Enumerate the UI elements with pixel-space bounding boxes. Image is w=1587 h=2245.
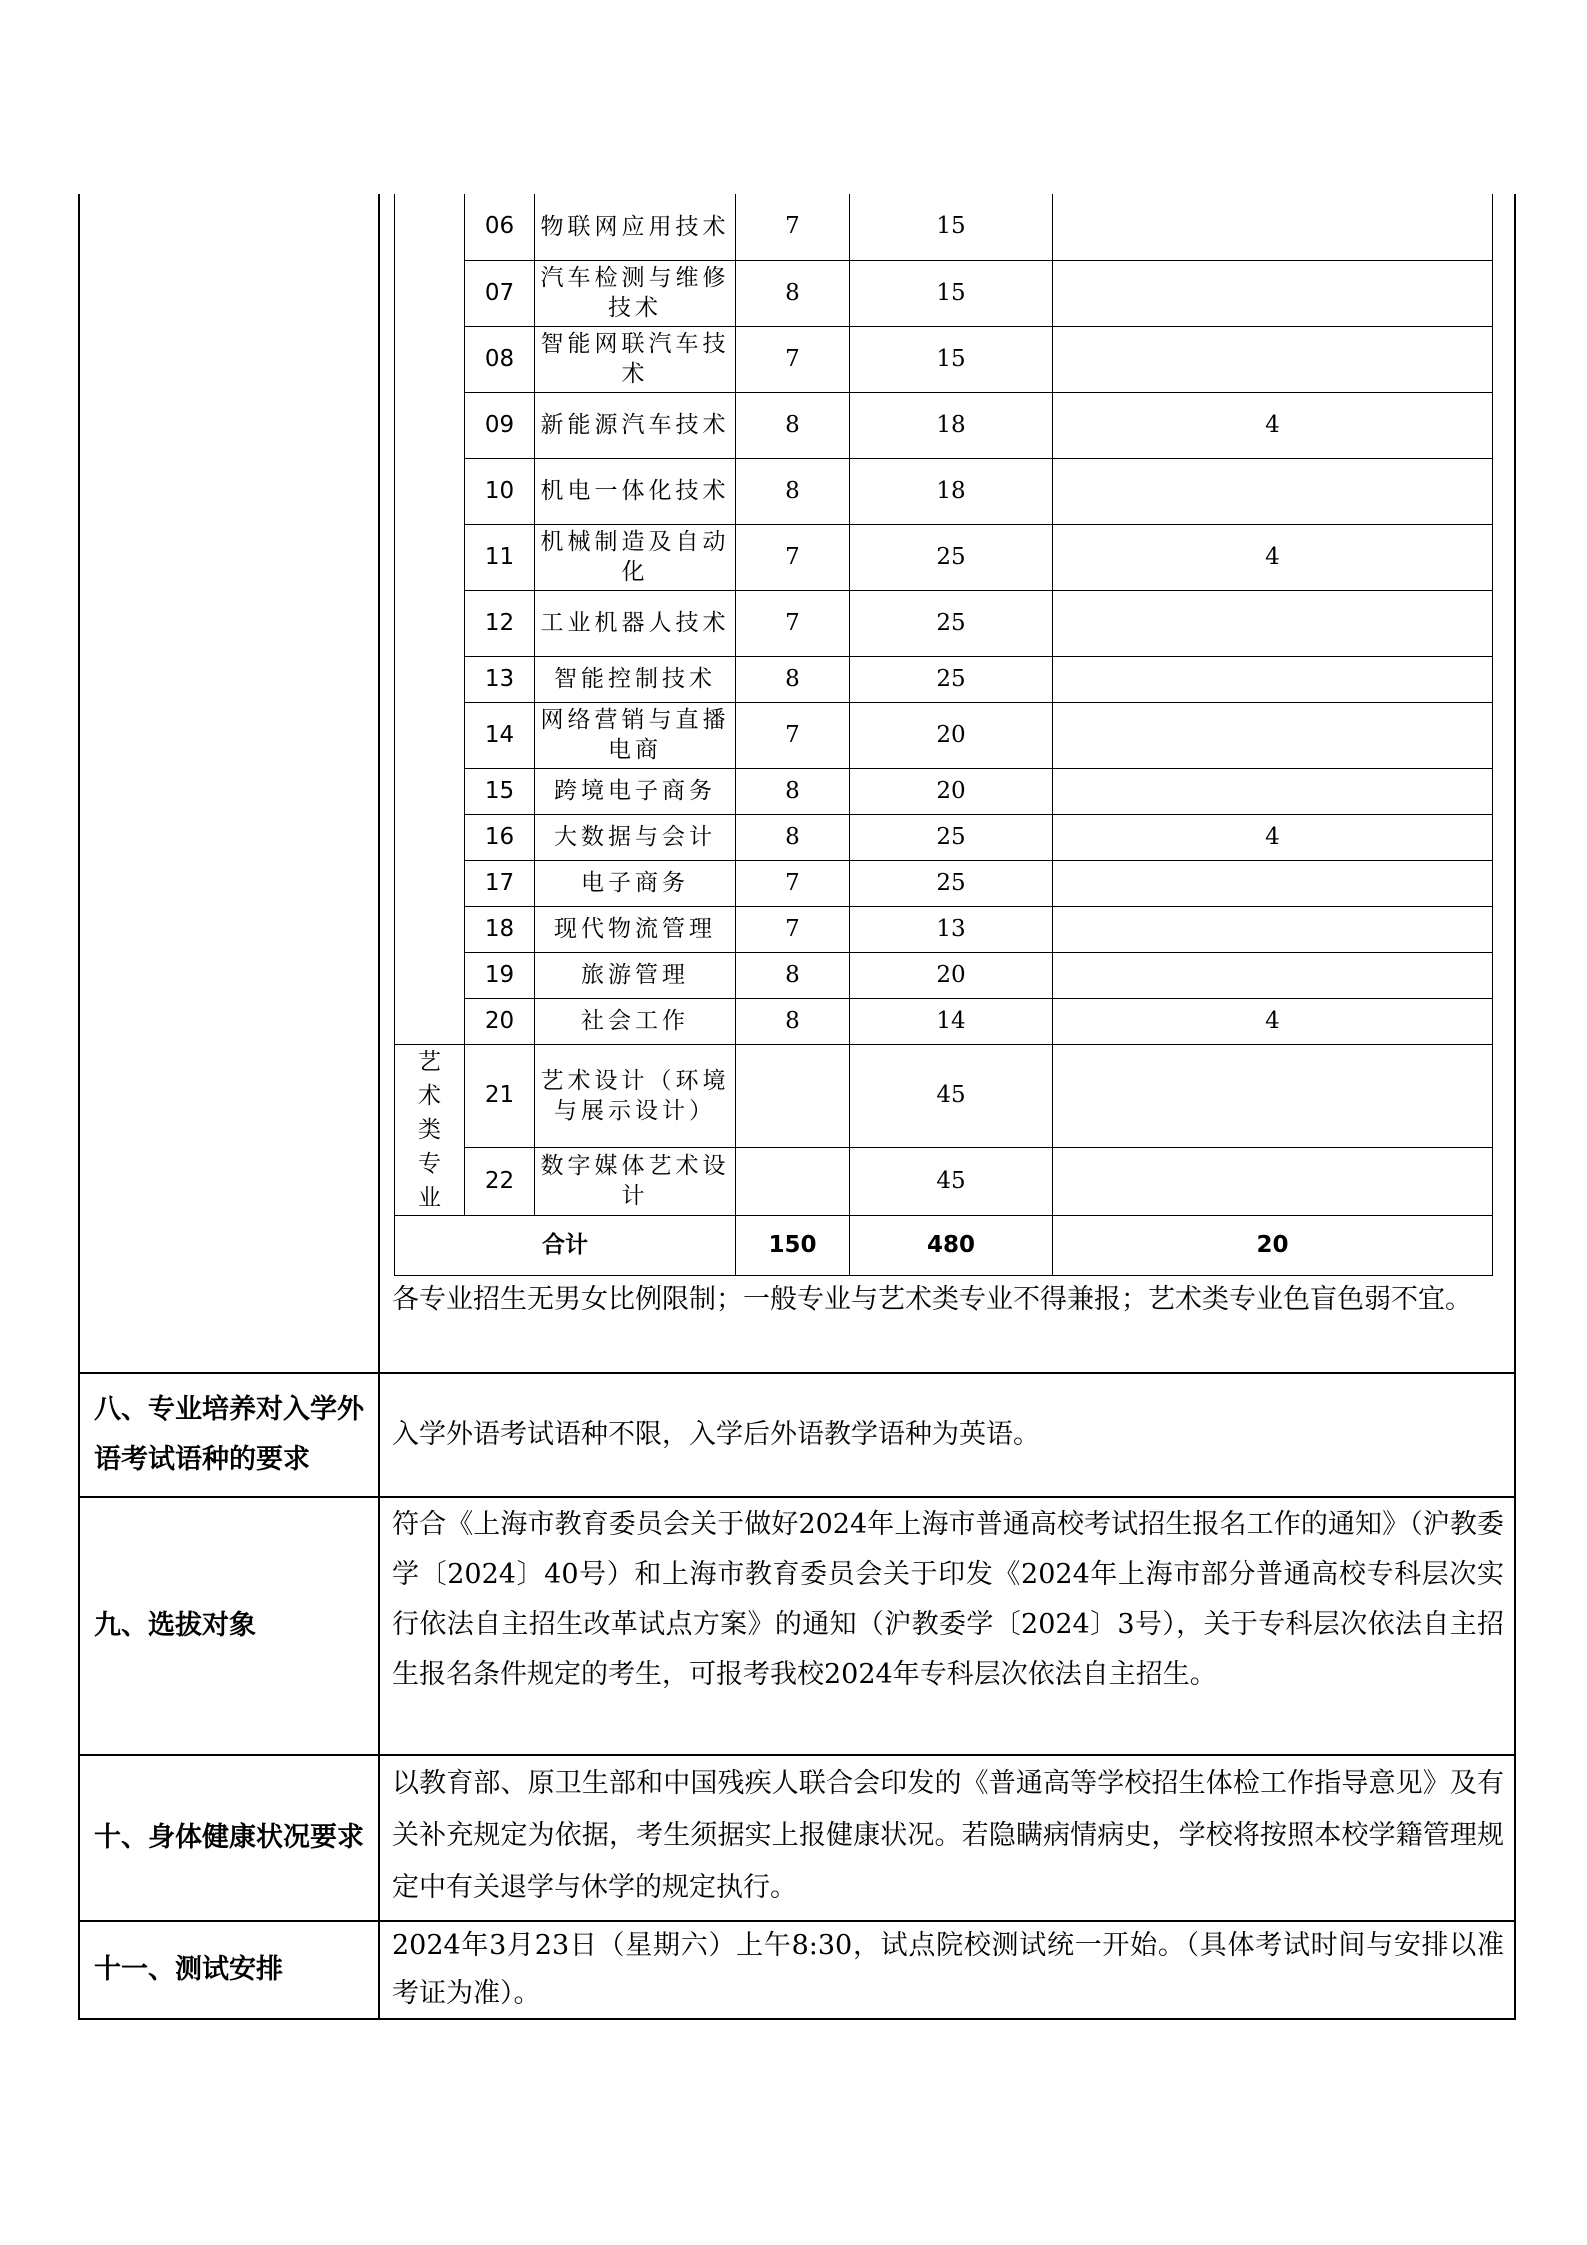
table-row [395, 952, 1493, 998]
plan-value: 20 [850, 952, 1053, 998]
plan-value: 20 [850, 768, 1053, 814]
specialty-code: 20 [465, 998, 535, 1044]
specialty-name: 社会工作 [535, 998, 736, 1044]
plan-value: 15 [850, 326, 1053, 392]
plan-value: 25 [850, 590, 1053, 656]
plan-value: 7 [736, 194, 850, 260]
table-row [395, 656, 1493, 702]
plan-value: 8 [736, 392, 850, 458]
plan-value: 15 [850, 260, 1053, 326]
plan-value: 8 [736, 458, 850, 524]
plan-value: 15 [850, 194, 1053, 260]
specialty-name: 跨境电子商务 [535, 768, 736, 814]
table-row [395, 326, 1493, 392]
specialty-name: 旅游管理 [535, 952, 736, 998]
plan-value: 45 [850, 1044, 1053, 1148]
table-row [395, 906, 1493, 952]
plan-value [1053, 1044, 1493, 1148]
specialty-name: 机电一体化技术 [535, 458, 736, 524]
section-text-health-requirements: 以教育部、原卫生部和中国残疾人联合会印发的《普通高等学校招生体检工作指导意见》及有关补充规定为依据，考生须据实上报健康状况。若隐瞒病情病史，学校将按照本校学籍管理规定中有关退学与休学的规定执行。 [392, 1768, 1504, 1903]
plan-value [1053, 768, 1493, 814]
plan-value: 8 [736, 952, 850, 998]
specialty-name: 工业机器人技术 [535, 590, 736, 656]
table-row [395, 1044, 1493, 1148]
plan-value [736, 1044, 850, 1148]
plan-value [736, 1148, 850, 1215]
specialty-code: 12 [465, 590, 535, 656]
table-row [395, 458, 1493, 524]
specialty-name: 数字媒体艺术设计 [535, 1148, 736, 1215]
specialty-name: 智能控制技术 [535, 656, 736, 702]
specialty-code: 15 [465, 768, 535, 814]
table-row [395, 998, 1493, 1044]
specialty-name: 新能源汽车技术 [535, 392, 736, 458]
specialty-code: 09 [465, 392, 535, 458]
plan-value: 45 [850, 1148, 1053, 1215]
plan-value: 7 [736, 906, 850, 952]
plan-value [1053, 906, 1493, 952]
plan-value: 25 [850, 656, 1053, 702]
enrollment-note: 各专业招生无男女比例限制；一般专业与艺术类专业不得兼报；艺术类专业色盲色弱不宜。 [392, 1284, 1472, 1315]
plan-value: 25 [850, 860, 1053, 906]
section-text-foreign-language: 入学外语考试语种不限，入学后外语教学语种为英语。 [392, 1419, 1040, 1450]
plan-value: 20 [850, 702, 1053, 768]
plan-value: 7 [736, 702, 850, 768]
plan-value [1053, 952, 1493, 998]
plan-value: 18 [850, 392, 1053, 458]
specialty-plan-table [394, 194, 1493, 1276]
plan-value: 4 [1053, 814, 1493, 860]
specialty-code: 11 [465, 524, 535, 590]
plan-value [1053, 194, 1493, 260]
specialty-name: 电子商务 [535, 860, 736, 906]
specialty-code: 08 [465, 326, 535, 392]
table-row [395, 814, 1493, 860]
plan-value: 4 [1053, 524, 1493, 590]
specialty-code: 14 [465, 702, 535, 768]
total-value: 20 [1053, 1215, 1493, 1275]
plan-value [1053, 1148, 1493, 1215]
total-value: 480 [850, 1215, 1053, 1275]
plan-value: 7 [736, 524, 850, 590]
specialty-code: 16 [465, 814, 535, 860]
table-row [395, 392, 1493, 458]
section-label-foreign-language: 八、专业培养对入学外语考试语种的要求 [94, 1394, 364, 1475]
section-text-selection-target: 符合《上海市教育委员会关于做好2024年上海市普通高校考试招生报名工作的通知》（沪教委学〔2024〕40号）和上海市教育委员会关于印发《2024年上海市部分普通高校专科层次实行依法自主招生改革试点方案》的通知（沪教委学〔2024〕3号），关于专科层次依法自主招生报名条件规定的考生，可报考我校2024年专科层次依法自主招生。 [392, 1509, 1504, 1690]
plan-value [1053, 590, 1493, 656]
specialty-name: 机械制造及自动化 [535, 524, 736, 590]
table-row [395, 524, 1493, 590]
specialty-code: 19 [465, 952, 535, 998]
table-row [395, 590, 1493, 656]
specialty-code: 21 [465, 1044, 535, 1148]
specialty-code: 17 [465, 860, 535, 906]
table-row [395, 1148, 1493, 1215]
specialty-name: 网络营销与直播电商 [535, 702, 736, 768]
table-row [395, 260, 1493, 326]
plan-value [1053, 656, 1493, 702]
general-category-cell [395, 194, 465, 1044]
table-row [395, 768, 1493, 814]
specialty-code: 13 [465, 656, 535, 702]
plan-value: 4 [1053, 392, 1493, 458]
plan-value: 8 [736, 768, 850, 814]
plan-value: 25 [850, 814, 1053, 860]
table-row [395, 194, 1493, 260]
plan-value: 14 [850, 998, 1053, 1044]
section-label-health-requirements: 十、身体健康状况要求 [94, 1822, 364, 1853]
section-text-test-schedule: 2024年3月23日（星期六）上午8:30，试点院校测试统一开始。（具体考试时间与安排以准考证为准）。 [392, 1930, 1504, 2009]
plan-value: 25 [850, 524, 1053, 590]
total-label: 合计 [395, 1215, 736, 1275]
plan-value: 8 [736, 260, 850, 326]
plan-value: 8 [736, 656, 850, 702]
column-divider [378, 194, 380, 2018]
plan-value [1053, 260, 1493, 326]
specialty-name: 现代物流管理 [535, 906, 736, 952]
table-row [395, 702, 1493, 768]
plan-value: 4 [1053, 998, 1493, 1044]
plan-value: 7 [736, 326, 850, 392]
plan-value: 18 [850, 458, 1053, 524]
specialty-name: 物联网应用技术 [535, 194, 736, 260]
specialty-code: 10 [465, 458, 535, 524]
table-row [395, 860, 1493, 906]
specialty-code: 06 [465, 194, 535, 260]
plan-value [1053, 702, 1493, 768]
art-category-cell: 艺术类专业 [395, 1044, 465, 1215]
plan-value [1053, 326, 1493, 392]
plan-value: 8 [736, 814, 850, 860]
specialty-code: 18 [465, 906, 535, 952]
plan-value: 8 [736, 998, 850, 1044]
specialty-name: 艺术设计（环境与展示设计） [535, 1044, 736, 1148]
specialty-name: 汽车检测与维修技术 [535, 260, 736, 326]
plan-value: 13 [850, 906, 1053, 952]
section-label-test-schedule: 十一、测试安排 [94, 1954, 283, 1985]
plan-value [1053, 860, 1493, 906]
plan-value: 7 [736, 590, 850, 656]
specialty-code: 07 [465, 260, 535, 326]
specialty-name: 智能网联汽车技术 [535, 326, 736, 392]
specialty-code: 22 [465, 1148, 535, 1215]
specialty-name: 大数据与会计 [535, 814, 736, 860]
plan-value [1053, 458, 1493, 524]
plan-value: 7 [736, 860, 850, 906]
section-label-selection-target: 九、选拔对象 [94, 1610, 256, 1641]
total-value: 150 [736, 1215, 850, 1275]
total-row [395, 1215, 1493, 1275]
